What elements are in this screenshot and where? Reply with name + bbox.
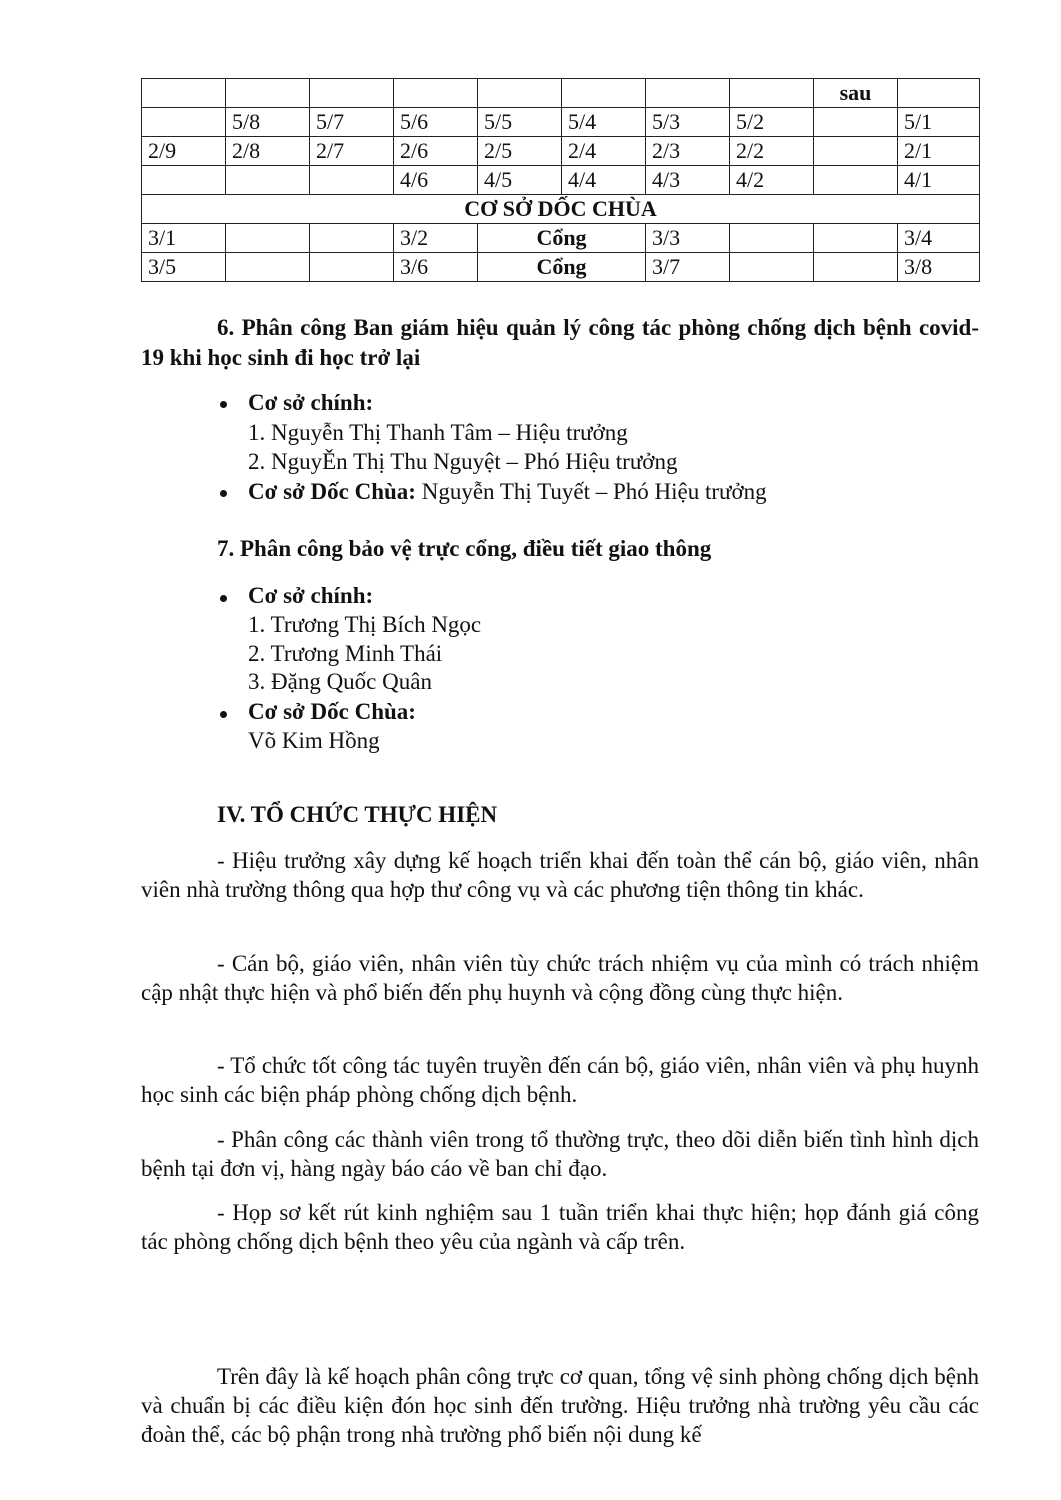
- table-cell: [646, 79, 730, 108]
- table-cell: [562, 79, 646, 108]
- table-cell: 4/3: [646, 166, 730, 195]
- section-iv-heading: IV. TỔ CHỨC THỰC HIỆN: [217, 802, 498, 827]
- table-row: [142, 253, 980, 282]
- table-cell: [142, 166, 226, 195]
- section-7-branch-person: Võ Kim Hồng: [248, 728, 380, 753]
- table-cell: [310, 224, 394, 253]
- table-cell: [814, 166, 898, 195]
- table-cell: [814, 137, 898, 166]
- table-cell: 3/7: [646, 253, 730, 282]
- table-cell: sau: [814, 79, 898, 108]
- section-6-main-label: Cơ sở chính:: [248, 390, 374, 415]
- table-cell: 4/5: [478, 166, 562, 195]
- section-6-branch-text: Nguyễn Thị Tuyết – Phó Hiệu trưởng: [415, 479, 767, 504]
- table-cell: [730, 224, 814, 253]
- table-cell: 2/1: [898, 137, 980, 166]
- paragraph: - Phân công các thành viên trong tổ thường trực, theo dõi diễn biến tình hình dịch bệnh tại đơn vị, hàng ngày báo cáo về ban chỉ đạo.: [141, 1127, 979, 1181]
- paragraph: - Họp sơ kết rút kinh nghiệm sau 1 tuần triển khai thực hiện; họp đánh giá công tác phòng chống dịch bệnh theo yêu của ngành và cấp trên.: [141, 1200, 979, 1254]
- list-item: 1. Nguyễn Thị Thanh Tâm – Hiệu trưởng: [248, 420, 628, 445]
- paragraph: - Cán bộ, giáo viên, nhân viên tùy chức trách nhiệm vụ của mình có trách nhiệm cập nhật thực hiện và phổ biến đến phụ huynh và cộng đồng cùng thực hiện.: [141, 951, 979, 1005]
- table-cell: 2/8: [226, 137, 310, 166]
- table-cell: 2/6: [394, 137, 478, 166]
- table-row: [142, 224, 980, 253]
- gate-cell: Cổng: [478, 253, 646, 282]
- table-cell: 5/7: [310, 108, 394, 137]
- table-cell: [730, 253, 814, 282]
- section-7-heading: 7. Phân công bảo vệ trực cổng, điều tiết giao thông: [217, 536, 712, 561]
- section-7-branch-label: Cơ sở Dốc Chùa:: [248, 699, 416, 724]
- list-item: 3. Đặng Quốc Quân: [248, 669, 432, 694]
- table-cell: [814, 253, 898, 282]
- table-cell: 5/8: [226, 108, 310, 137]
- table-cell: 5/4: [562, 108, 646, 137]
- table-cell: 3/2: [394, 224, 478, 253]
- table-cell: 2/5: [478, 137, 562, 166]
- list-item: 2. NguyĚn Thị Thu Nguyệt – Phó Hiệu trưởng: [248, 449, 678, 474]
- table-cell: 4/1: [898, 166, 980, 195]
- table-cell: [814, 108, 898, 137]
- table-cell: [898, 79, 980, 108]
- table-cell: [226, 253, 310, 282]
- room-assignment-table: [141, 78, 980, 282]
- paragraph: - Tổ chức tốt công tác tuyên truyền đến cán bộ, giáo viên, nhân viên và phụ huynh học sinh các biện pháp phòng chống dịch bệnh.: [141, 1053, 979, 1107]
- table-section-title: CƠ SỞ DỐC CHÙA: [142, 195, 980, 224]
- bullet-icon: [220, 711, 227, 718]
- paragraph: - Hiệu trưởng xây dựng kế hoạch triển khai đến toàn thể cán bộ, giáo viên, nhân viên nhà trường thông qua hợp thư công vụ và các phương tiện thông tin khác.: [141, 848, 979, 902]
- table-cell: [142, 108, 226, 137]
- table-row: [142, 108, 980, 137]
- table-cell: 2/9: [142, 137, 226, 166]
- table-cell: 5/3: [646, 108, 730, 137]
- table-section-row: [142, 195, 980, 224]
- table-cell: [814, 224, 898, 253]
- table-cell: 2/4: [562, 137, 646, 166]
- table-cell: 5/2: [730, 108, 814, 137]
- table-cell: 3/5: [142, 253, 226, 282]
- section-7-main-label: Cơ sở chính:: [248, 583, 374, 608]
- table-cell: 4/4: [562, 166, 646, 195]
- bullet-icon: [220, 490, 227, 497]
- table-cell: 3/1: [142, 224, 226, 253]
- table-cell: [226, 224, 310, 253]
- table-cell: [478, 79, 562, 108]
- list-item: 1. Trương Thị Bích Ngọc: [248, 612, 482, 637]
- table-cell: [226, 79, 310, 108]
- table-cell: [394, 79, 478, 108]
- table-cell: [226, 166, 310, 195]
- table-cell: 4/6: [394, 166, 478, 195]
- table-cell: 2/7: [310, 137, 394, 166]
- bullet-icon: [220, 401, 227, 408]
- section-6-branch-line: [248, 477, 767, 507]
- table-cell: [142, 79, 226, 108]
- table-cell: [310, 253, 394, 282]
- closing-paragraph: Trên đây là kế hoạch phân công trực cơ quan, tổng vệ sinh phòng chống dịch bệnh và chuẩn bị các điều kiện đón học sinh đến trường. Hiệu trưởng nhà trường yêu cầu các đoàn thể, các bộ phận trong nhà trường phổ biến nội dung kế: [141, 1364, 979, 1447]
- table-cell: 3/6: [394, 253, 478, 282]
- section-6-branch-label: Cơ sở Dốc Chùa:: [248, 479, 416, 504]
- table-cell: [310, 79, 394, 108]
- list-item: 2. Trương Minh Thái: [248, 641, 443, 666]
- table-cell: 5/5: [478, 108, 562, 137]
- table-cell: 2/3: [646, 137, 730, 166]
- table-cell: 2/2: [730, 137, 814, 166]
- table-row: [142, 166, 980, 195]
- table-cell: [310, 166, 394, 195]
- table-cell: 3/3: [646, 224, 730, 253]
- table-cell: [730, 79, 814, 108]
- table-cell: 5/6: [394, 108, 478, 137]
- table-cell: 5/1: [898, 108, 980, 137]
- section-6-heading: 6. Phân công Ban giám hiệu quản lý công tác phòng chống dịch bệnh covid-19 khi học sinh đi học trở lại: [141, 315, 979, 370]
- bullet-icon: [220, 595, 227, 602]
- table-cell: 4/2: [730, 166, 814, 195]
- table-row: [142, 79, 980, 108]
- table-cell: 3/8: [898, 253, 980, 282]
- table-cell: 3/4: [898, 224, 980, 253]
- table-row: [142, 137, 980, 166]
- gate-cell: Cổng: [478, 224, 646, 253]
